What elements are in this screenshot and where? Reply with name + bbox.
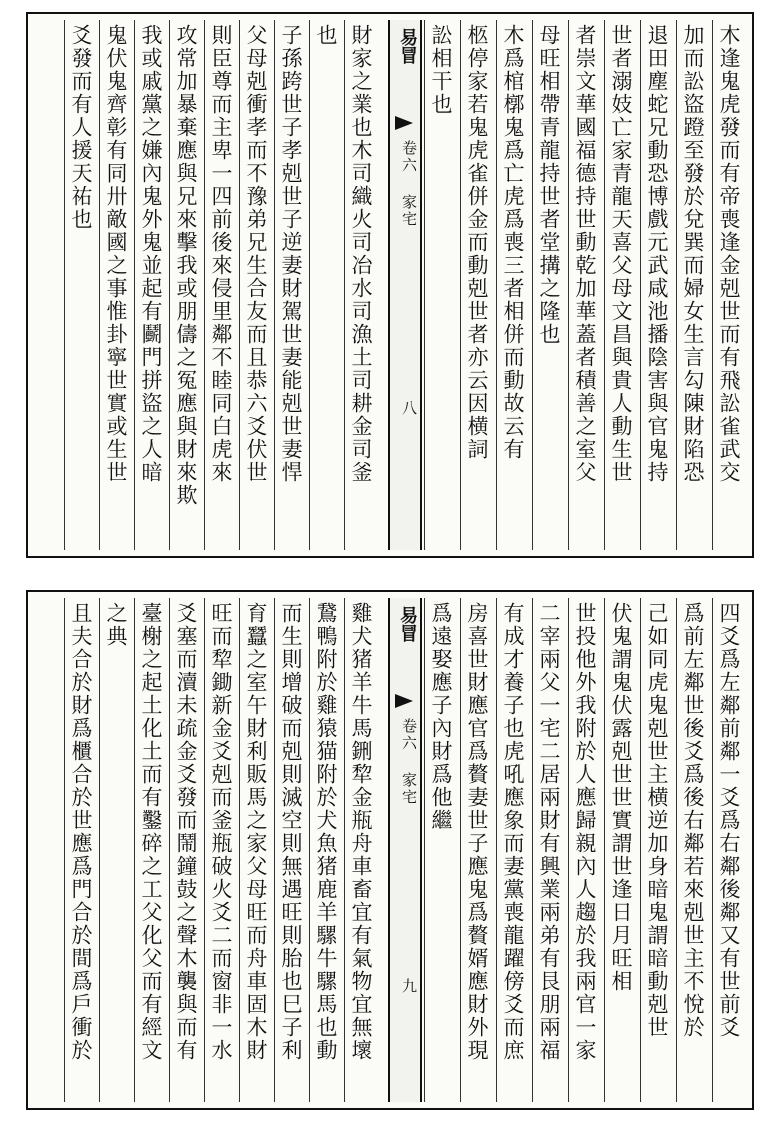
text-column: 爻發而有人援天祐也: [69, 24, 93, 231]
text-column: 父母剋衝孝而不豫弟兄生合友而且恭六爻伏世: [244, 24, 268, 484]
text-column: 己如同虎鬼剋世主横逆加身暗鬼謂暗動剋世: [645, 602, 669, 1039]
bottom-page: [26, 590, 754, 1110]
text-column: 爻塞而瀆未疏金爻發而鬧鐘鼓之聲木襲與而有: [174, 602, 198, 1062]
text-column: 木逢鬼虎發而有帝喪逢金剋世而有飛訟雀武交: [717, 24, 741, 484]
text-column: 也: [314, 24, 338, 47]
top-page: [26, 12, 754, 558]
text-column: 訟相干也: [429, 24, 453, 116]
text-column: 伏鬼謂鬼伏露剋世世實謂世逢日月旺相: [609, 602, 633, 993]
text-column: 子孫跨世子孝剋世子逆妻財駕世妻能剋世妻悍: [279, 24, 303, 484]
text-column: 退田塵蛇兄動恐博戲元武咸池播陰害與官鬼持: [645, 24, 669, 484]
spine-page-number: 九: [400, 978, 418, 993]
text-column: 旺而犂鋤新金爻剋而釜瓶破火爻二而窗非一水: [209, 602, 233, 1062]
text-column: 爲前左鄰世後爻爲後右鄰若來剋世主不悅於: [681, 602, 705, 1039]
text-column: 且夫合於財爲櫃合於世應爲門合於間爲戶衝於: [69, 602, 93, 1062]
spine-title: 易冒: [397, 28, 418, 64]
spine-section: 卷六 家宅: [400, 140, 418, 228]
text-column: 爲遠娶應子內財爲他繼: [429, 602, 453, 832]
text-column: 四爻爲左鄰前鄰一爻爲右鄰後鄰又有世前爻: [717, 602, 741, 1039]
text-column: 雞犬猪羊牛馬鉶犂金瓶舟車畜宜有氣物宜無壞: [349, 602, 373, 1062]
fish-tail-mark-icon: [395, 116, 413, 130]
spine-page-number: 八: [400, 400, 418, 415]
text-column: 臺榭之起土化土而有鑿碎之工父化父而有經文: [139, 602, 163, 1062]
text-column: 鬼伏鬼齊彰有同卅敵國之事惟卦寧世實或生世: [104, 24, 128, 484]
text-column: 財家之業也木司織火司冶水司漁土司耕金司釜: [349, 24, 373, 484]
text-column: 世投他外我附於人應歸親內人趨於我兩官一家: [573, 602, 597, 1062]
text-column: 之典: [104, 602, 128, 648]
text-column: 有成才養子也虎吼應象而妻黨喪龍躍傍爻而庶: [501, 602, 525, 1062]
text-column: 攻常加暴棄應與兄來擊我或朋儔之冤應與財來欺: [174, 24, 198, 507]
text-column: 世者溺妓亡家青龍天喜父母文昌與貴人動生世: [609, 24, 633, 484]
text-column: 木爲棺槨鬼爲亡虎爲喪三者相併而動故云有: [501, 24, 525, 461]
text-column: 我或戚黨之嫌內鬼外鬼並起有鬬門拼盜之人暗: [139, 24, 163, 484]
text-column: 柩停家若鬼虎雀併金而動剋世者亦云因横詞: [465, 24, 489, 461]
text-column: 育蠶之室午財利販馬之家父母旺而舟車固木財: [244, 602, 268, 1062]
text-column: 加而訟盜蹬至發於兌巽而婦女生言勾陳財陷恐: [681, 24, 705, 484]
text-column: 鵞鴨附於雞猿猫附於犬魚猪鹿羊騾牛騾馬也動: [314, 602, 338, 1062]
text-column: 母旺相帶青龍持世者堂搆之隆也: [537, 24, 561, 346]
text-column: 房喜世財應官爲贅妻世子應鬼爲贅婿應財外現: [465, 602, 489, 1062]
top-page-spine: [388, 20, 422, 550]
spine-section: 卷六 家宅: [400, 718, 418, 806]
text-column: 則臣尊而主卑一四前後來侵里鄰不睦同白虎來: [209, 24, 233, 484]
text-column: 者崇文華國福德持世動乾加華蓋者積善之室父: [573, 24, 597, 484]
spine-title: 易冒: [397, 606, 418, 642]
bottom-page-spine: [388, 598, 422, 1102]
fish-tail-mark-icon: [395, 694, 413, 708]
text-column: 二宰兩父一宅二居兩財有興業兩弟有艮朋兩福: [537, 602, 561, 1062]
text-column: 而生則增破而剋則滅空則無遇旺則胎也巳子利: [279, 602, 303, 1062]
